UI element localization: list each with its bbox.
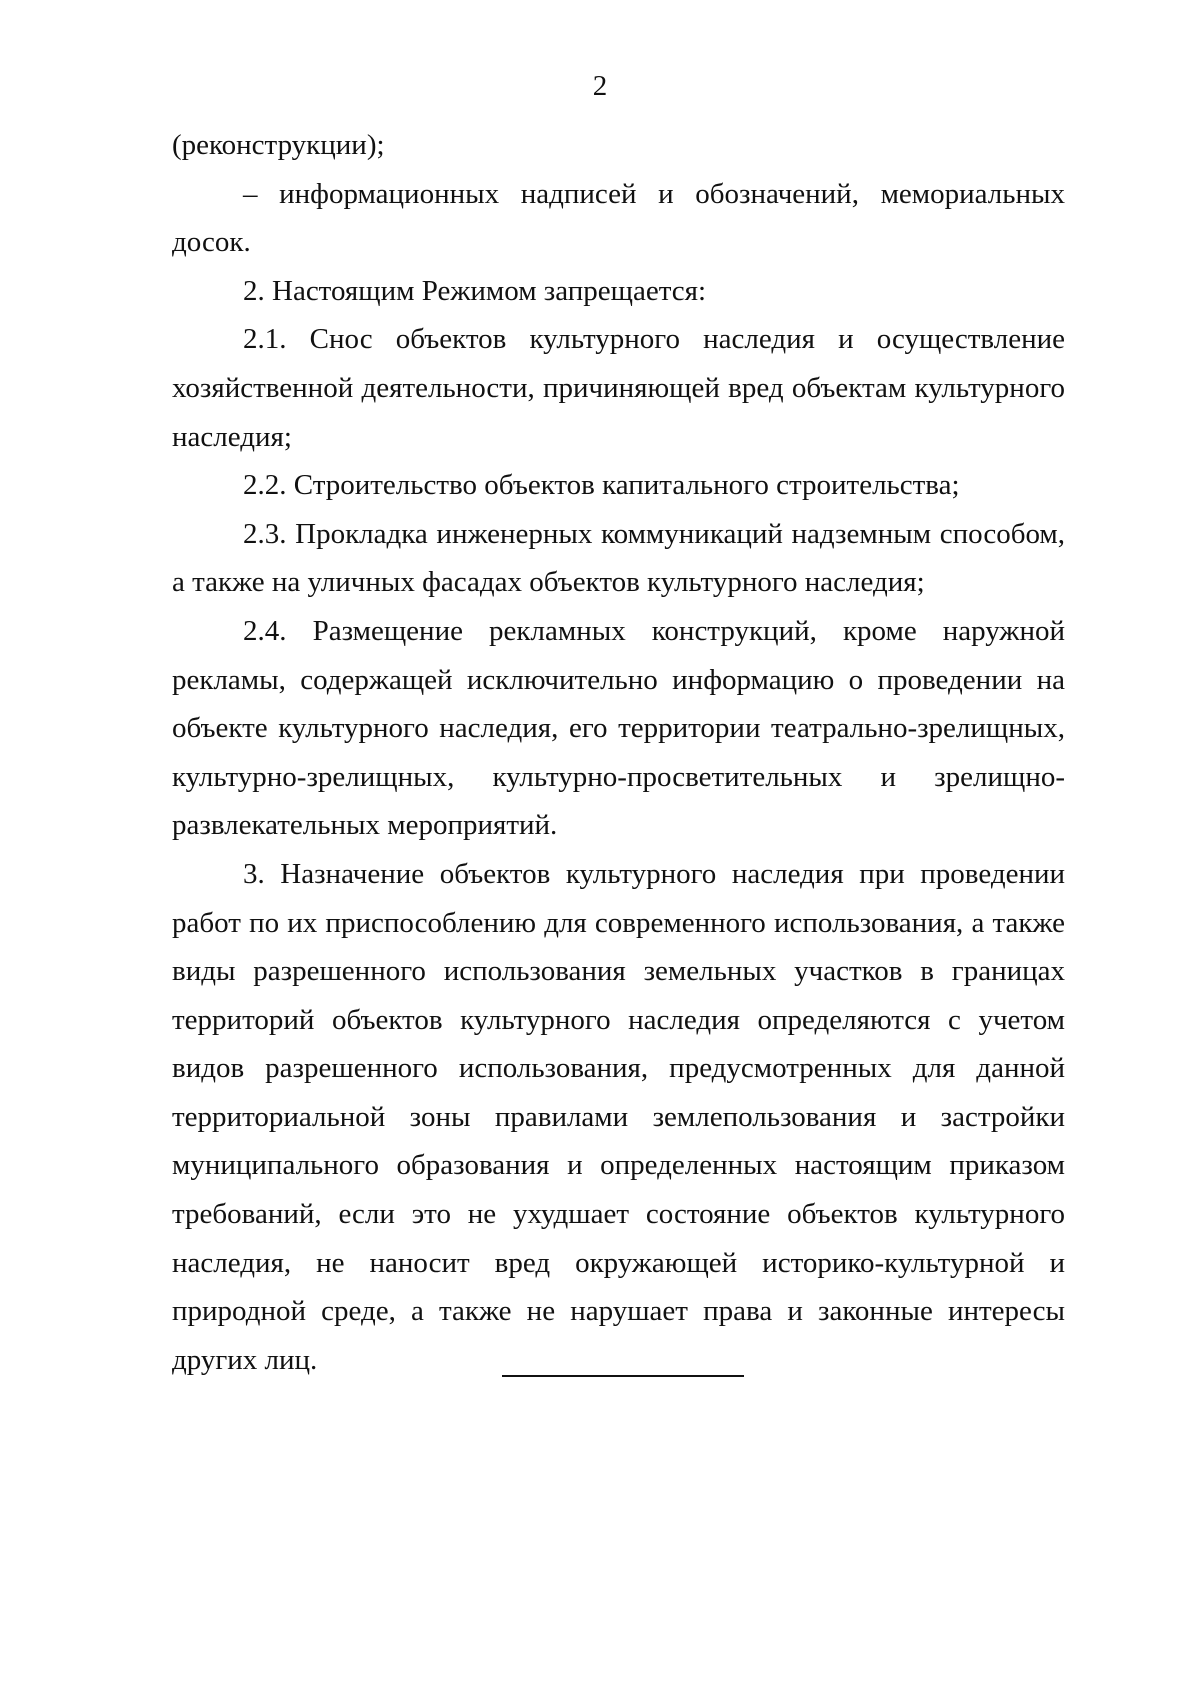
paragraph-list-item: – информационных надписей и обозначений, мемориальных досок. <box>172 177 1065 259</box>
paragraph-continuation: (реконструкции); <box>172 129 385 161</box>
end-separator-line <box>502 1375 744 1377</box>
document-body <box>172 121 1065 1384</box>
paragraph-clause-2-4: 2.4. Размещение рекламных конструкций, кроме наружной рекламы, содержащей исключительно информацию о проведении на объекте культурного наследия, его территории театрально-зрелищных, культурно-зрелищных, культурно-просветительных и зрелищно-развлекательных мероприятий. <box>172 614 1065 842</box>
paragraph-clause-2-1: 2.1. Снос объектов культурного наследия и осуществление хозяйственной деятельности, причиняющей вред объектам культурного наследия; <box>172 323 1065 453</box>
paragraph-clause-3: 3. Назначение объектов культурного наследия при проведении работ по их приспособлению для современного использования, а также виды разрешенного использования земельных участков в границах территорий объектов культурного наследия определяются с учетом видов разрешенного использования, предусмотренных для данной территориальной зоны правилами землепользования и застройки муниципального образования и определенных настоящим приказом требований, если это не ухудшает состояние объектов культурного наследия, не наносит вред окружающей историко-культурной и природной среде, а также не нарушает права и законные интересы других лиц. <box>172 857 1065 1376</box>
paragraph-clause-2: 2. Настоящим Режимом запрещается: <box>243 274 706 307</box>
paragraph-clause-2-2: 2.2. Строительство объектов капитального строительства; <box>243 469 960 502</box>
page-number: 2 <box>592 70 608 102</box>
paragraph-clause-2-3: 2.3. Прокладка инженерных коммуникаций надземным способом, а также на уличных фасадах объектов культурного наследия; <box>172 517 1065 599</box>
